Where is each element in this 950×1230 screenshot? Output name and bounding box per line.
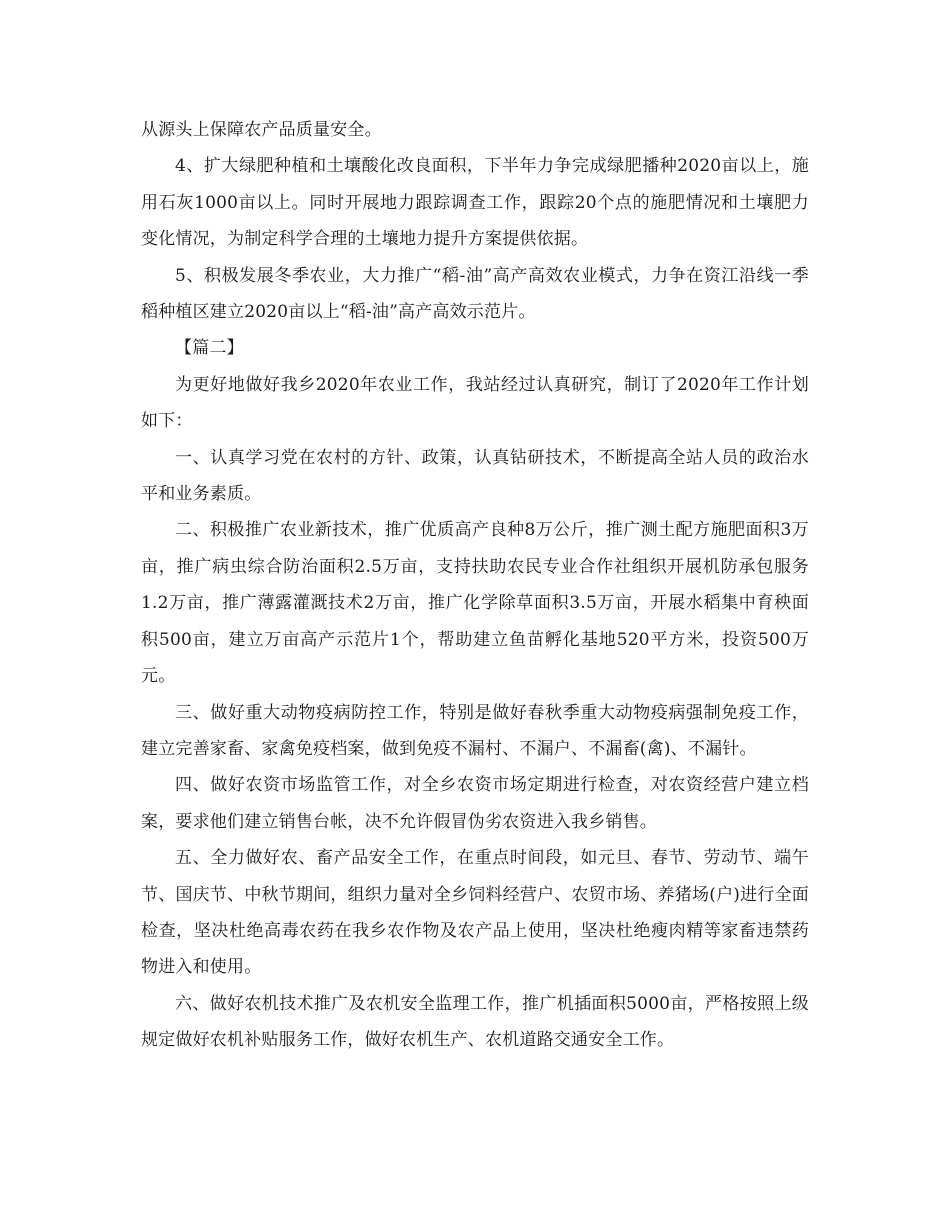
- paragraph-point-3: 三、做好重大动物疫病防控工作，特别是做好春秋季重大动物疫病强制免疫工作，建立完善家畜、家禽免疫档案，做到免疫不漏村、不漏户、不漏畜(禽)、不漏针。: [141, 702, 809, 759]
- paragraph-item-5: 5、积极发展冬季农业，大力推广“稻-油”高产高效农业模式，力争在资江沿线一季稻种植区建立2020亩以上“稻-油”高产高效示范片。: [141, 265, 809, 323]
- section-heading-part-two: 【篇二】: [175, 338, 244, 359]
- paragraph-continuation: 从源头上保障农产品质量安全。: [141, 120, 382, 140]
- paragraph-item-4: 4、扩大绿肥种植和土壤酸化改良面积，下半年力争完成绿肥播种2020亩以上，施用石灰1000亩以上。同时开展地力跟踪调查工作，跟踪20个点的施肥情况和土壤肥力变化情况，为制定科学合理的土壤地力提升方案提供依据。: [141, 156, 809, 250]
- paragraph-intro: 为更好地做好我乡2020年农业工作，我站经过认真研究，制订了2020年工作计划如下：: [141, 374, 809, 432]
- paragraph-point-6: 六、做好农机技术推广及农机安全监理工作，推广机插面积5000亩，严格按照上级规定做好农机补贴服务工作，做好农机生产、农机道路交通安全工作。: [141, 993, 809, 1051]
- document-body: [141, 112, 809, 1059]
- paragraph-point-1: 一、认真学习党在农村的方针、政策，认真钻研技术，不断提高全站人员的政治水平和业务素质。: [141, 447, 809, 505]
- paragraph-point-4: 四、做好农资市场监管工作，对全乡农资市场定期进行检查，对农资经营户建立档案，要求他们建立销售台帐，决不允许假冒伪劣农资进入我乡销售。: [141, 775, 809, 832]
- paragraph-point-2: 二、积极推广农业新技术，推广优质高产良种8万公斤，推广测土配方施肥面积3万亩，推广病虫综合防治面积2.5万亩，支持扶助农民专业合作社组织开展机防承包服务1.2万亩，推广薄露灌溉技术2万亩，推广化学除草面积3.5万亩，开展水稻集中育秧面积500亩，建立万亩高产示范片1个，帮助建立鱼苗孵化基地520平方米，投资500万元。: [141, 520, 809, 687]
- paragraph-point-5: 五、全力做好农、畜产品安全工作，在重点时间段，如元旦、春节、劳动节、端午节、国庆节、中秋节期间，组织力量对全乡饲料经营户、农贸市场、养猪场(户)进行全面检查，坚决杜绝高毒农药在我乡农作物及农产品上使用，坚决杜绝瘦肉精等家畜违禁药物进入和使用。: [141, 848, 809, 978]
